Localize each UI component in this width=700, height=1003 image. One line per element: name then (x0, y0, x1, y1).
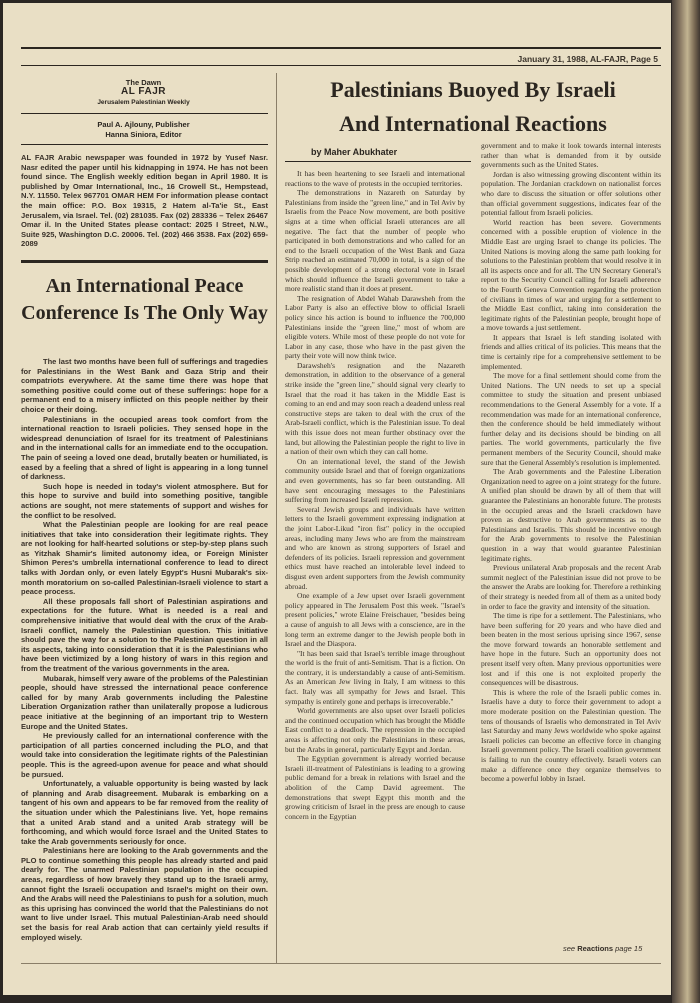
jump-target: Reactions (577, 944, 614, 953)
folio-rule (21, 65, 661, 66)
article-paragraph: It has been heartening to see Israeli and international reactions to the wave of protests in the occupied territories. (285, 169, 465, 188)
article-paragraph: This is where the role of the Israeli public comes in. Israelis have a duty to force their government to adopt a more moderate position on the Palestinian question. The tens of thousands of Israelis who demonstrated in Tel Aviv last Saturday and many Jews worldwide who spoke against Israeli policies can become an effective force in changing Israeli government policy. The Israeli coalition government is failing to run the country effectively. Israeli voters can make a difference once they organize themselves to become a powerful lobby in Israel. (481, 687, 661, 784)
masthead-publisher: Paul A. Ajlouny, Publisher (97, 120, 190, 129)
article-paragraph: It appears that Israel is left standing isolated with friends and allies critical of its policies. This means that the time is certainly ripe for a comprehensive settlement to be implemented. (481, 332, 661, 371)
article-paragraph: The time is ripe for a settlement. The Palestinians, who have been suffering for 20 years and who have died and been beaten in the most serious uprising since 1967, sense the move forward towards an honorable settlement and have hope in the future. Such an opportunity does not present itself very often. Many previous opportunities were lost and if this one is not exploited properly the consequences will be disastrous. (481, 611, 661, 688)
jump-label: see (563, 944, 576, 953)
masthead-editor: Hanna Siniora, Editor (105, 130, 182, 139)
article-column-1 (285, 169, 465, 821)
article-headline-line-1: Palestinians Buoyed By Israeli (330, 77, 616, 102)
page-folio: January 31, 1988, AL-FAJR, Page 5 (517, 54, 658, 64)
editorial-paragraph: All these proposals fall short of Palestinian aspirations and expectations for the future. What is needed is a real and comprehensive initiative that would deal with the crux of the Arab-Israeli conflict, namely the Palestinian question. This initiative should pave the way for a solution to the Palestinian question in all its aspects, taking into consideration that it is the Palestinians who have been victimized by a long history of wars in this region and from the treatment of the various governments in the area. (21, 596, 268, 673)
book-binding (672, 0, 700, 1003)
masthead-rule (21, 113, 268, 114)
masthead-rule-2 (21, 144, 268, 145)
article-paragraph: The Egyptian government is already worried because Israeli ill-treatment of Palestinians is leading to a growing public demand for a break in relations with Israel and the abolition of the Camp David agreement. The demonstrations that swept Egypt this month and the growing criticism of Israel in the press are enough to cause concern in the Egyptian (285, 754, 465, 821)
masthead-tagline: Jerusalem Palestinian Weekly (97, 99, 190, 106)
top-rule (21, 47, 661, 49)
editorial-paragraph: Such hope is needed in today's violent atmosphere. But for this hope to survive and build into something positive, tangible actions are sought, not mere statements of support and wishes for the conflict to be resolved. (21, 481, 268, 520)
article-paragraph: World reaction has been severe. Governments concerned with a possible eruption of violence in the Middle East are urging Israel to change its policies. The United Nations is moving along the same path looking for solutions to the Palestinian problem that would resolve it in all its aspects once and for all. The UN Secretary General's report to the Security Council calling for Israeli adherence to the Fourth Geneva Convention regarding the protection of civilians in times of war and urging for a settlement to the Middle East conflict, taking into consideration the legitimate rights of the Palestinian people, brought hope of a move towards a just settlement. (481, 217, 661, 333)
article-headline (285, 73, 661, 141)
article-paragraph: "It has been said that Israel's terrible image throughout the world is the fruit of anti-Semitism. That is a fiction. On the contrary, it is understandably a cause of anti-Semitism. As an American Jew living in Italy, I am witness to this fact. Italy was all sympathy for Jews and Israel. This sympathy is entirely gone and perhaps is irrecoverable." (285, 648, 465, 706)
column-divider (276, 73, 277, 963)
article-paragraph: On an international level, the stand of the Jewish community outside Israel and that of foreign organizations and even governments, has so far been outstanding. All have sent encouraging messages to the Palestinians suffering from increased Israeli repression. (285, 456, 465, 505)
masthead-the-dawn: The Dawn (125, 78, 162, 87)
editorial-paragraph: Mubarak, himself very aware of the problems of the Palestinian people, should have stressed the international peace conference called for by many Arab governments including the Palestine Liberation Organization rather than unilaterally propose a ludicrous peace initiative at the beginning of an important trip to Western Europe and the United States. (21, 673, 268, 731)
article-paragraph: The move for a final settlement should come from the United Nations. The UN needs to set up a special committee to study the situation and present unbiased recommendations to the General Assembly for a vote. If a recommendation was made for an international conference, then the conference should be held immediately without further delay and its decisions should be binding on all parties. The world governments, particularly the five permanent members of the Security Council, should make sure that the General Assembly's resolution is implemented. (481, 371, 661, 467)
bottom-rule (21, 963, 661, 964)
article-paragraph: The resignation of Abdel Wahab Darawsheh from the Labor Party is also an effective blow to official Israeli policy since his action is bound to influence the 700,000 Palestinians inside the "green line," most of whom are eligible voters. While most of these people do not vote for Labor in any case, those who have in the past given the party their vote will now think twice. (285, 293, 465, 361)
editorial-paragraph: Palestinians here are looking to the Arab governments and the PLO to continue something this people has already started and paid dearly for. The unarmed Palestinian population in the occupied areas, regardless of how bravely they stand up to the Israeli army, cannot fight the Israeli occupation and Israel's might on their own. And the Arabs will need the Palestinians to push for a solution, much as this uprising has convinced the world that the Palestinians do not want to live under Israel. This mutual Palestinian-Arab need should set the basis for real Arab action that can certainly yield results if employed wisely. (21, 846, 268, 942)
article-paragraph: government and to make it look towards internal interests rather than what is demanded from it by outside governments such as the United States. (481, 141, 661, 170)
editorial-paragraph: Unfortunately, a valuable opportunity is being wasted by lack of planning and Arab disagreement. Mubarak is embarking on a tangent of his own and appears to be far removed from the reality of the situation under which the Palestinians live. Yet, hope remains that a united Arab stand and a united Arab strategy will be forthcoming, and which would force Israel and the United States to take the Arab governments seriously for once. (21, 779, 268, 846)
editorial-paragraph: The last two months have been full of sufferings and tragedies for Palestinians in the West Bank and Gaza Strip and their compatriots everywhere. At the same time there was hope that something positive could come out of these sufferings: hope for a permanent end to a misery inflicted on this people neither by their choice or their doing. (21, 357, 268, 414)
editorial-paragraph: Palestinians in the occupied areas took comfort from the international reaction to Israeli policies. They sensed hope in the widespread denunciation of Israel for its treatment of Palestinians and in the international calls for an immediate end to the occupation. The pain of seeing a loved one dead, brutally beaten or humiliated, is eased by a feeling that a shred of light is appearing in a long tunnel of darkness. (21, 414, 268, 482)
editorial-paragraph: He previously called for an international conference with the participation of all parties concerned including the PLO, and that would take into consideration the legitimate rights of the Palestinian people. This is the agreed-upon avenue for peace and what should be pursued. (21, 731, 268, 779)
masthead-name: AL FAJR (121, 86, 166, 97)
editorial-top-rule (21, 260, 268, 263)
article-paragraph: Previous unilateral Arab proposals and the recent Arab summit neglect of the Palestinian issue did not prove to be the answer the Arabs are looking for. Therefore a rethinking of their strategy is needed from all of them as a united body in order to face the gravity and intensity of the situation. (481, 563, 661, 611)
article-paragraph: The Arab governments and the Palestine Liberation Organization need to agree on a joint strategy for the future. A unified plan should be drawn by all of them that will guarantee the Palestinians an honorable future. The protests in the occupied areas and the Israeli crackdown have proven as destructive to Arab governments as to the Palestinians and Israelis. This should be incentive enough for the Arab governments to resolve the Palestinian question in a way that would guarantee Palestinian legitimate rights. (481, 467, 662, 563)
jump-page: page 15 (615, 944, 643, 953)
article-paragraph: World governments are also upset over Israeli policies and the continued occupation which has brought the Middle East conflict to a deadlock. The repression in the occupied areas is affecting not only the Palestinians in these areas, but the Arabs in general, particularly Egypt and Jordan. (285, 706, 465, 754)
article-headline-line-2: And International Reactions (339, 111, 607, 136)
article-column-2 (481, 141, 661, 784)
article-paragraph: One example of a Jew upset over Israeli government policy appeared in The Jerusalem Post this week. "Israel's present policies," wrote Elaine Freischauer, "besides being a cause of anguish to all Jews with a conscience, are in the long term an extreme danger to the Jewish people both in Israel and the Diaspora. (285, 591, 465, 649)
newspaper-page (3, 3, 671, 995)
editorial-headline: An International Peace Conference Is The Only Way (21, 275, 268, 324)
editorial-body (21, 357, 268, 942)
article-paragraph: The demonstrations in Nazareth on Saturday by Palestinians from inside the "green line," and in Tel Aviv by Israelis from the Peace Now movement, are both positive signs at a time when official Israeli utterances are all negative. The fact that the number of people who participated in both demonstrations and who called for an end to the Israeli occupation of the West Bank and Gaza Strip reached an estimated 70,000 in total, is a sign of the possible development of a strong electoral vote in Israel which should influence the Israeli government to take a more realistic stand than it does at present. (285, 188, 465, 294)
article-byline: by Maher Abukhater (311, 147, 398, 157)
publication-note: AL FAJR Arabic newspaper was founded in 1972 by Yusef Nasr. Nasr edited the paper until his kidnapping in 1974. He has not been found since. The English weekly edition began in April 1980. It is published by Omar International, Inc., 16 Crowell St., Hempstead, N.Y. 11550. Telex 967701 OMAR HEM For information please contact the main office: P.O. Box 19315, 2 Hatem al-Ta'ie St., East Jerusalem, via Israel. Tel. (02) 281035. Fax (02) 283336 – Telex 26467 Omar il. In the United States please contact: 2025 I Street, N.W., Suite 925, Washington D.C. 20006. Tel. (202) 466 3538. Fax (202) 659-2089 (21, 153, 268, 249)
article-paragraph: Darawsheh's resignation and the Nazareth demonstration, in addition to the observance of a general strike inside the "green line," should signal very clearly to Israel that the road it has taken in the Middle East is coming to an end and may soon reach a deadend unless real constructive steps are taken to deal with the crux of the Arab-Israeli conflict, which is the Palestinian issue. To deal with this issue does not mean further obstinacy over the land, but allowing the Palestinian people the right to live in a nation of their own which they can call home. (285, 360, 465, 457)
article-paragraph: Jordan is also witnessing growing discontent within its population. The Jordanian crackdown on nationalist forces who dare to discuss the situation or offer solutions other than official government suggestions, indicates fear of the potential fallout from Israeli policies. (481, 169, 661, 218)
jump-line (563, 944, 642, 953)
article-paragraph: Several Jewish groups and individuals have written letters to the Israeli government expressing indignation at the joint Labor-Likud "iron fist" policy in the occupied areas, including many Jews who are from the mainstream and who are known as strong supporters of Israel and defenders of its policies. Israeli repression and government ethics must have reached an intolerable level indeed to disgust even ardent supporters from the Jewish community abroad. (285, 504, 465, 591)
editorial-paragraph: What the Palestinian people are looking for are real peace initiatives that take into consideration their legitimate rights. They are not looking for half-hearted solutions or step-by-step plans such as Yitzhak Shamir's limited autonomy idea, or Foreign Minister Shimon Peres's umbrella international conference to lead to direct talks with Jordan only, or even lately Egypt's Husni Mubarak's six-month moratorium on so-called Palestinian-Israeli violence to start a peace process. (21, 520, 268, 597)
byline-rule (285, 161, 471, 162)
